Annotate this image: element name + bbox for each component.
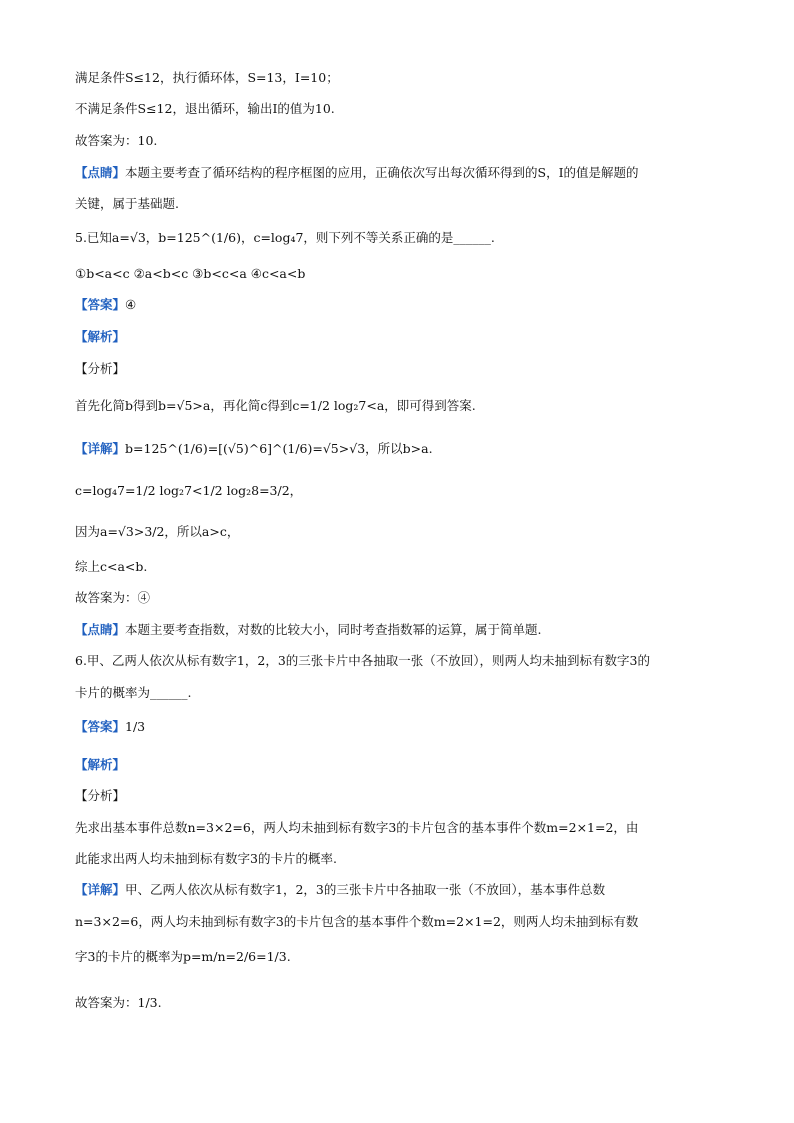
detail-text: b=125^(1/6)=[(√5)^6]^(1/6)=√5>√3，所以b>a.: [125, 441, 433, 456]
analysis-line: [75, 755, 734, 775]
detail-text: 甲、乙两人依次从标有数字1，2，3的三张卡片中各抽取一张（不放回），基本事件总数: [125, 882, 606, 897]
text-line: 故答案为：④: [75, 590, 151, 605]
text-line: 故答案为：10.: [75, 133, 158, 148]
text-line: c=log₄7=1/2 log₂7<1/2 log₂8=3/2，: [75, 483, 303, 498]
answer-value: ④: [125, 297, 137, 312]
question-6: 6.甲、乙两人依次从标有数字1，2，3的三张卡片中各抽取一张（不放回），则两人均未抽到标有数字3的: [75, 653, 650, 668]
text-line: 故答案为：1/3.: [75, 995, 162, 1010]
analysis-tag: 【解析】: [75, 757, 126, 772]
text-line: 综上c<a<b.: [75, 559, 148, 574]
detail-line: [75, 880, 734, 900]
text-line: 因为a=√3>3/2，所以a>c，: [75, 524, 240, 539]
comment-text: 本题主要考查了循环结构的程序框图的应用，正确依次写出每次循环得到的S，I的值是解题的: [125, 165, 639, 180]
text-line: 先求出基本事件总数n=3×2=6，两人均未抽到标有数字3的卡片包含的基本事件个数m=2×1=2，由: [75, 820, 639, 835]
analysis-tag: 【解析】: [75, 329, 126, 344]
text-line: 不满足条件S≤12，退出循环，输出I的值为10.: [75, 101, 335, 116]
answer-value: 1/3: [125, 719, 146, 734]
answer-line: [75, 717, 734, 737]
comment-text: 本题主要考查指数，对数的比较大小，同时考查指数幂的运算，属于简单题.: [125, 622, 542, 637]
text-line: 关键，属于基础题.: [75, 196, 179, 211]
analysis-line: [75, 327, 734, 347]
detail-line: [75, 439, 734, 459]
comment-line: [75, 163, 734, 183]
text-line: 卡片的概率为______.: [75, 685, 192, 700]
detail-tag: 【详解】: [75, 882, 126, 897]
question-5-options: ①b<a<c ②a<b<c ③b<c<a ④c<a<b: [75, 266, 306, 281]
text-line: 【分析】: [75, 788, 126, 803]
comment-tag: 【点睛】: [75, 165, 126, 180]
text-line: 【分析】: [75, 361, 126, 376]
answer-tag: 【答案】: [75, 297, 126, 312]
text-line: 字3的卡片的概率为p=m/n=2/6=1/3.: [75, 949, 291, 964]
text-line: 满足条件S≤12，执行循环体，S=13，I=10；: [75, 70, 339, 85]
answer-line: [75, 295, 734, 315]
detail-tag: 【详解】: [75, 441, 126, 456]
text-line: n=3×2=6，两人均未抽到标有数字3的卡片包含的基本事件个数m=2×1=2，则两人均未抽到标有数: [75, 914, 639, 929]
question-5: 5.已知a=√3，b=125^(1/6)，c=log₄7，则下列不等关系正确的是______.: [75, 230, 495, 245]
text-line: 首先化简b得到b=√5>a，再化简c得到c=1/2 log₂7<a，即可得到答案.: [75, 398, 476, 413]
comment-tag: 【点睛】: [75, 622, 126, 637]
text-line: 此能求出两人均未抽到标有数字3的卡片的概率.: [75, 851, 337, 866]
comment-line: [75, 620, 734, 640]
answer-tag: 【答案】: [75, 719, 126, 734]
